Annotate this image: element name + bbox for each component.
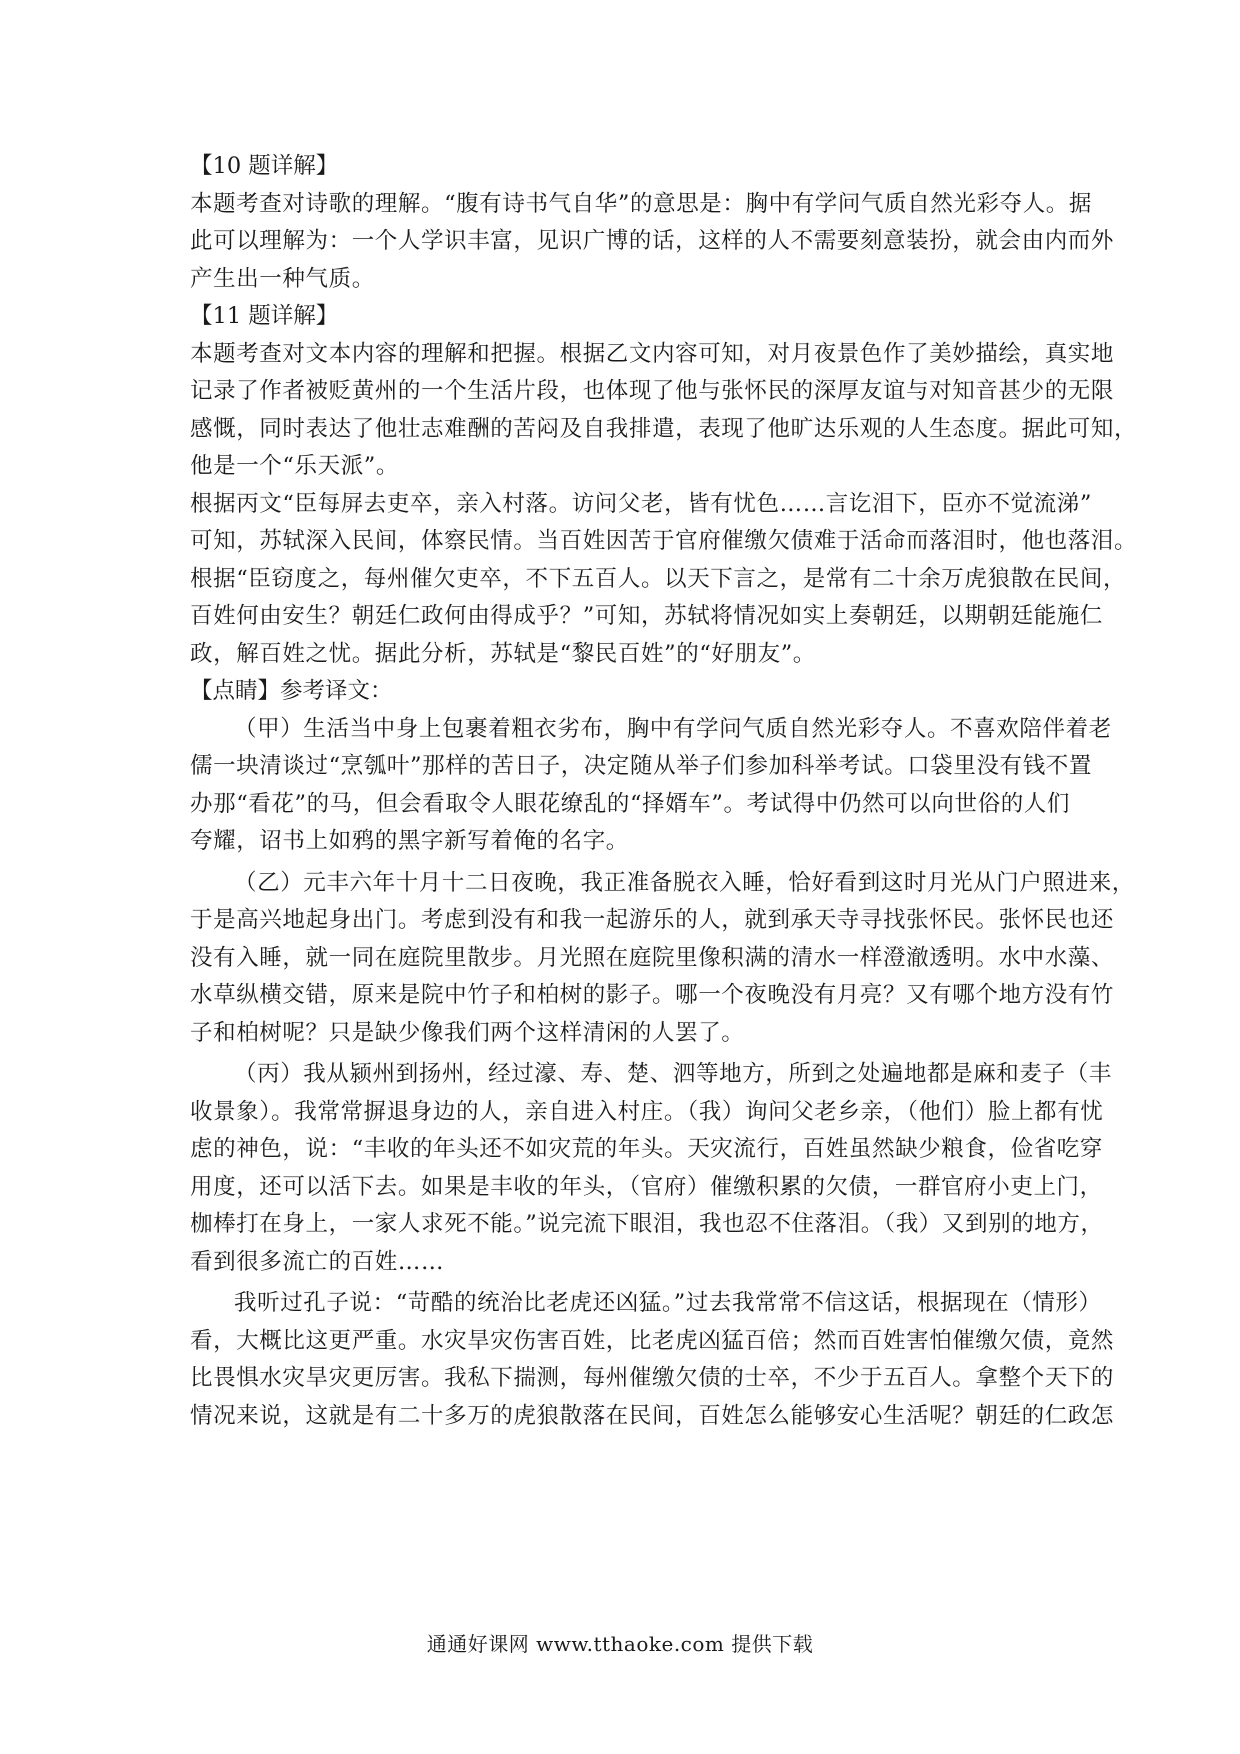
section-11-heading: 【11 题详解】	[190, 303, 339, 329]
section-11-line: 记录了作者被贬黄州的一个生活片段，也体现了他与张怀民的深厚友谊与对知音甚少的无限	[190, 378, 1115, 404]
translation-jia-line: 夸耀，诏书上如鸦的黑字新写着俺的名字。	[190, 828, 629, 854]
translation-bing-line: 收景象）。我常常摒退身边的人，亲自进入村庄。（我）询问父老乡亲，（他们）脸上都有忧	[190, 1098, 1104, 1125]
translation-yi-line: 子和柏树呢？只是缺少像我们两个这样清闲的人罢了。	[190, 1019, 745, 1046]
document-body	[190, 148, 1138, 1435]
section-10-line: 此可以理解为：一个人学识丰富，见识广博的话，这样的人不需要刻意装扮，就会由内而外	[190, 228, 1115, 254]
section-10-heading: 【10 题详解】	[190, 153, 339, 179]
dianjing-heading: 【点睛】参考译文：	[190, 678, 393, 704]
section-11-line: 百姓何由安生？朝廷仁政何由得成乎？”可知，苏轼将情况如实上奏朝廷，以期朝廷能施仁	[190, 603, 1104, 629]
translation-bing-line: 看到很多流亡的百姓……	[190, 1248, 445, 1275]
translation-last-line: 看，大概比这更严重。水灾旱灾伤害百姓，比老虎凶猛百倍；然而百姓害怕催缴欠债，竟然	[190, 1327, 1115, 1354]
translation-last-line: 我听过孔子说：“苛酷的统治比老虎还凶猛。”过去我常常不信这话，根据现在（情形）	[234, 1290, 1102, 1316]
section-10-line: 本题考查对诗歌的理解。“腹有诗书气自华”的意思是：胸中有学问气质自然光彩夺人。据	[190, 190, 1093, 217]
translation-last-line: 比畏惧水灾旱灾更厉害。我私下揣测，每州催缴欠债的士卒，不少于五百人。拿整个天下的	[190, 1365, 1115, 1391]
translation-bing-line: （丙）我从颍州到扬州，经过濠、寿、楚、泗等地方，所到之处遍地都是麻和麦子（丰	[234, 1061, 1112, 1087]
translation-yi-line: 水草纵横交错，原来是院中竹子和柏树的影子。哪一个夜晚没有月亮？又有哪个地方没有竹	[190, 982, 1115, 1008]
section-10-line: 产生出一种气质。	[190, 265, 375, 292]
translation-yi-line: （乙）元丰六年十月十二日夜晚，我正准备脱衣入睡，恰好看到这时月光从门户照进来，	[234, 869, 1135, 896]
section-11-line: 感慨，同时表达了他壮志难酬的苦闷及自我排遣，表现了他旷达乐观的人生态度。据此可知，	[190, 415, 1138, 442]
translation-yi-line: 没有入睡，就一同在庭院里散步。月光照在庭院里像积满的清水一样澄澈透明。水中水藻、	[190, 944, 1115, 971]
translation-jia-line: 办那“看花”的马，但会看取令人眼花缭乱的“择婿车”。考试得中仍然可以向世俗的人们	[190, 790, 1071, 817]
section-11-line: 可知，苏轼深入民间，体察民情。当百姓因苦于官府催缴欠债难于活命而落泪时，他也落泪。	[190, 528, 1138, 554]
translation-yi-line: 于是高兴地起身出门。考虑到没有和我一起游乐的人，就到承天寺寻找张怀民。张怀民也还	[190, 907, 1115, 933]
section-11-line: 政，解百姓之忧。据此分析，苏轼是“黎民百姓”的“好朋友”。	[190, 640, 816, 667]
translation-bing-line: 用度，还可以活下去。如果是丰收的年头，（官府）催缴积累的欠债，一群官府小吏上门，	[190, 1173, 1103, 1200]
page-footer: 通通好课网 www.tthaoke.com 提供下载	[426, 1632, 814, 1656]
translation-bing-line: 枷棒打在身上，一家人求死不能。”说完流下眼泪，我也忍不住落泪。（我）又到别的地方，	[190, 1211, 1104, 1237]
section-11-line: 根据“臣窃度之，每州催欠吏卒，不下五百人。以天下言之，是常有二十余万虎狼散在民间，	[190, 565, 1127, 592]
translation-bing-line: 虑的神色，说：“丰收的年头还不如灾荒的年头。天灾流行，百姓虽然缺少粮食，俭省吃穿	[190, 1136, 1104, 1162]
translation-jia-line: 儒一块清谈过“烹瓠叶”那样的苦日子，决定随从举子们参加科举考试。口袋里没有钱不置	[190, 753, 1093, 779]
section-11-line: 本题考查对文本内容的理解和把握。根据乙文内容可知，对月夜景色作了美妙描绘，真实地	[190, 340, 1115, 367]
translation-last-line: 情况来说，这就是有二十多万的虎狼散落在民间，百姓怎么能够安心生活呢？朝廷的仁政怎	[190, 1402, 1115, 1429]
section-11-line: 他是一个“乐天派”。	[190, 453, 400, 479]
translation-jia-line: （甲）生活当中身上包裹着粗衣劣布，胸中有学问气质自然光彩夺人。不喜欢陪伴着老	[234, 715, 1112, 742]
section-11-line: 根据丙文“臣每屏去吏卒，亲入村落。访问父老，皆有忧色……言讫泪下，臣亦不觉流涕”	[190, 490, 1093, 517]
